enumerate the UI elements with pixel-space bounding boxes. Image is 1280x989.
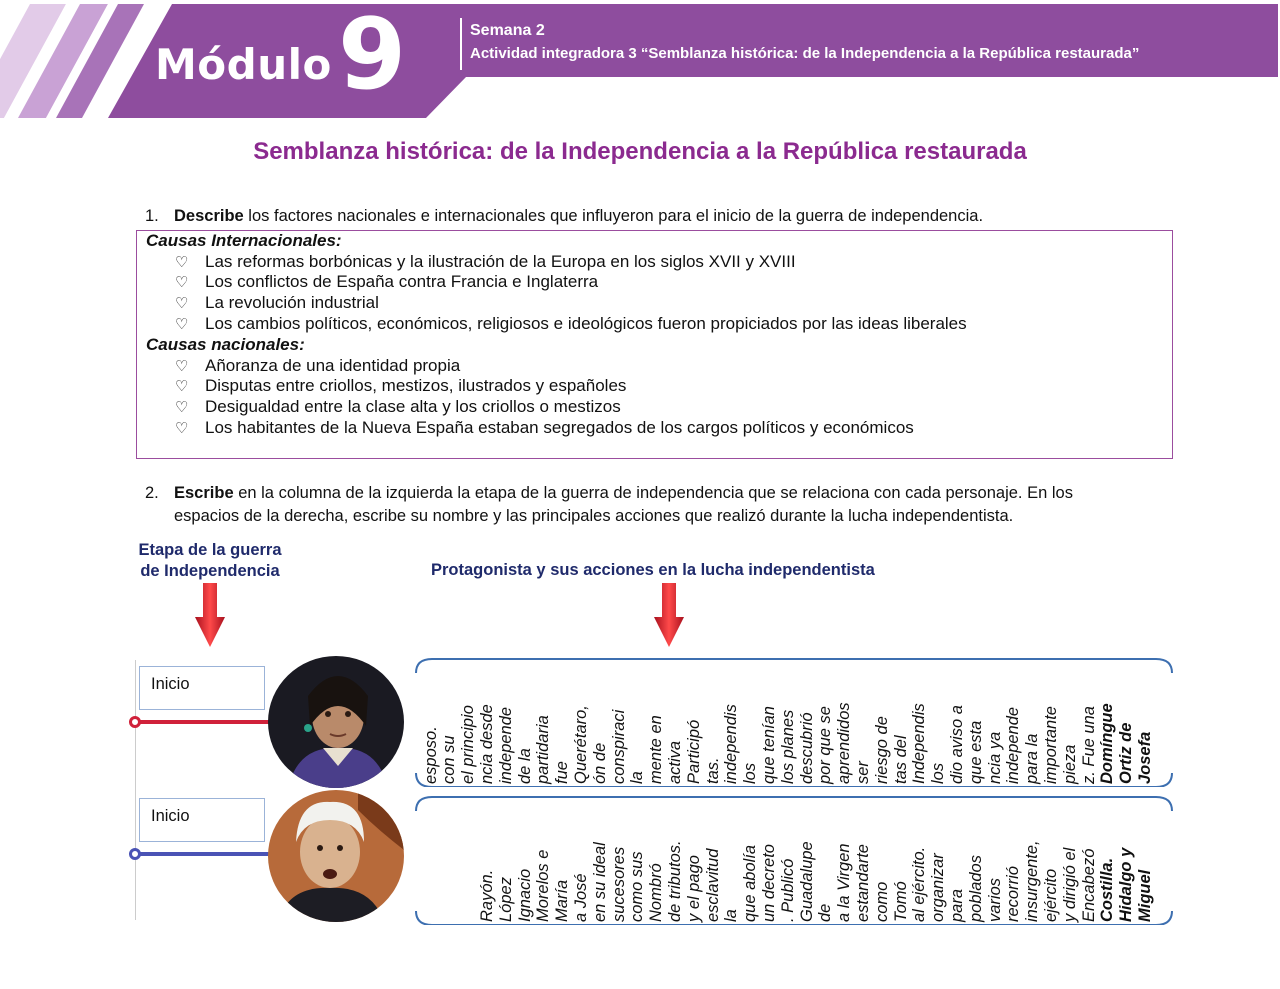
- question-text: [174, 205, 983, 228]
- heart-bullet-icon: ♡: [175, 399, 189, 416]
- protagonist-action-line: María: [553, 879, 572, 922]
- protagonist-name-line: Miguel: [1136, 869, 1154, 922]
- protagonist-action-line: esposo.: [421, 726, 440, 784]
- protagonist-action-line: varios: [985, 877, 1004, 922]
- heart-bullet-icon: ♡: [175, 274, 189, 291]
- heart-bullet-icon: ♡: [175, 420, 189, 437]
- protagonist-action-line: Independis: [910, 703, 929, 784]
- protagonist-action-line: mente en: [647, 715, 666, 784]
- protagonist-action-line: Encabezó: [1079, 848, 1098, 922]
- protagonist-action-line: con su: [440, 735, 459, 784]
- protagonist-action-line: independis: [722, 704, 741, 784]
- protagonist-action-line: pieza: [1060, 744, 1079, 784]
- cause-item: ♡ Disputas entre criollos, mestizos, ilustrados y españoles: [175, 376, 627, 395]
- portrait-josefa-ortiz: [268, 656, 404, 788]
- cause-item: ♡ Las reformas borbónicas y la ilustración de la Europa en los siglos XVII y XVIII: [175, 252, 796, 271]
- protagonist-action-line: esclavitud: [703, 848, 722, 922]
- protagonist-action-line: los planes: [778, 709, 797, 784]
- protagonist-action-line: un decreto: [760, 844, 778, 922]
- protagonist-action-line: importante: [1042, 706, 1060, 784]
- protagonist-action-line: a José: [572, 873, 590, 922]
- protagonist-action-line: de: [816, 903, 835, 922]
- cause-item: ♡ Añoranza de una identidad propia: [175, 356, 461, 375]
- protagonist-action-line: poblados: [966, 855, 985, 922]
- protagonist-action-line: ncia ya: [985, 731, 1004, 784]
- protagonist-action-line: Ignacio: [515, 868, 534, 922]
- protagonist-action-line: de tributos.: [666, 840, 684, 922]
- international-causes-heading: Causas Internacionales:: [146, 231, 342, 250]
- protagonist-action-line: los: [741, 762, 760, 784]
- protagonist-action-line: el principio: [459, 705, 478, 784]
- protagonist-action-line: Participó: [684, 719, 703, 784]
- protagonist-action-line: independe: [496, 706, 515, 784]
- question-verb: Describe: [174, 207, 244, 225]
- protagonist-column-heading: Protagonista y sus acciones en la lucha independentista: [431, 561, 875, 579]
- heart-bullet-icon: ♡: [175, 254, 189, 271]
- protagonist-action-line: riesgo de: [872, 716, 891, 784]
- cause-item: ♡ Los cambios políticos, económicos, religiosos e ideológicos fueron propiciados por las ideas liberales: [175, 314, 967, 333]
- protagonist-action-line: estandarte: [854, 844, 872, 922]
- protagonist-name-line: Hidalgo y: [1117, 847, 1136, 922]
- protagonist-action-line: ser: [854, 761, 872, 784]
- causes-answer-box[interactable]: [136, 230, 1173, 459]
- protagonist-action-line: Querétaro,: [572, 705, 590, 784]
- stage-input-2[interactable]: Inicio: [139, 798, 265, 842]
- protagonist-action-line: los: [929, 762, 948, 784]
- question-rest: los factores nacionales e internacionales que influyeron para el inicio de la guerra de independencia.: [243, 207, 984, 225]
- protagonist-action-line: Nombró: [647, 863, 666, 922]
- protagonist-name-line: Domíngue: [1098, 703, 1117, 784]
- timeline-connector-red: [136, 720, 276, 724]
- module-number: 9: [338, 0, 407, 112]
- protagonist-action-line: z. Fue una: [1079, 706, 1098, 784]
- protagonist-action-line: descubrió: [797, 712, 816, 784]
- portrait-miguel-hidalgo: [268, 790, 404, 922]
- cause-item: ♡ La revolución industrial: [175, 293, 379, 312]
- protagonist-action-line: organizar: [929, 853, 948, 922]
- question-text-line2: espacios de la derecha, escribe su nombre y las principales acciones que realizó durante la lucha independentista.: [174, 507, 1014, 525]
- protagonist-action-line: ón de: [590, 742, 609, 784]
- cause-item: ♡ Los conflictos de España contra Francia e Inglaterra: [175, 272, 599, 291]
- protagonist-action-line: aprendidos: [835, 702, 854, 784]
- protagonist-action-line: y dirigió el: [1060, 847, 1079, 922]
- protagonist-answer-2[interactable]: [414, 804, 1174, 924]
- protagonist-answer-1[interactable]: [414, 666, 1174, 786]
- question-number: 2.: [145, 484, 159, 502]
- protagonist-action-line: fue: [553, 761, 572, 784]
- protagonist-name-line: Josefa: [1136, 731, 1154, 784]
- protagonist-action-line: como: [872, 881, 891, 922]
- protagonist-action-line: conspiraci: [609, 709, 628, 784]
- module-label: Módulo: [155, 40, 332, 89]
- protagonist-action-line: que tenían: [760, 706, 778, 784]
- protagonist-action-line: al ejército.: [910, 846, 929, 922]
- protagonist-action-line: de la: [515, 748, 534, 784]
- protagonist-action-line: Guadalupe: [797, 841, 816, 922]
- protagonist-action-line: activa: [666, 740, 684, 784]
- down-arrow-icon: [195, 583, 225, 649]
- protagonist-name-line: Costilla.: [1098, 857, 1117, 922]
- protagonist-action-line: en su ideal: [590, 842, 609, 922]
- stage-input-1[interactable]: Inicio: [139, 666, 265, 710]
- protagonist-action-line: ncia desde: [478, 704, 496, 784]
- header-divider: [460, 18, 462, 70]
- protagonist-action-line: tas del: [891, 735, 910, 784]
- protagonist-action-line: partidaria: [534, 715, 553, 784]
- protagonist-action-line: Morelos e: [534, 849, 553, 922]
- heart-bullet-icon: ♡: [175, 378, 189, 395]
- week-label: Semana 2: [470, 22, 545, 39]
- protagonist-action-line: por que se: [816, 706, 835, 784]
- cause-item: ♡ Los habitantes de la Nueva España estaban segregados de los cargos políticos y económicos: [175, 418, 914, 437]
- module-banner: [0, 0, 1280, 122]
- protagonist-action-line: dio aviso a: [948, 705, 966, 784]
- protagonist-action-line: para la: [1023, 733, 1042, 784]
- timeline-connector-blue: [136, 852, 276, 856]
- protagonist-action-line: ejército: [1042, 868, 1060, 922]
- page-title: Semblanza histórica: de la Independencia a la República restaurada: [253, 138, 1027, 165]
- protagonist-action-line: recorrió: [1004, 866, 1023, 922]
- protagonist-action-line: tas.: [703, 757, 722, 784]
- stage-column-heading: Etapa de la guerra de Independencia: [138, 541, 282, 580]
- protagonist-action-line: la: [628, 771, 647, 784]
- protagonist-action-line: y el pago: [684, 855, 703, 922]
- timeline-line: [135, 660, 136, 920]
- question-text-line1: Escribe en la columna de la izquierda la etapa de la guerra de independencia que se relaciona con cada personaje. En los: [174, 484, 1073, 502]
- down-arrow-icon: [654, 583, 684, 649]
- timeline-dot-blue: [129, 848, 141, 860]
- heart-bullet-icon: ♡: [175, 358, 189, 375]
- protagonist-action-line: independe: [1004, 706, 1023, 784]
- heart-bullet-icon: ♡: [175, 295, 189, 312]
- question-number: 1.: [145, 207, 159, 225]
- protagonist-action-line: como sus: [628, 851, 647, 922]
- protagonist-action-line: para: [948, 888, 966, 922]
- cause-item: ♡ Desigualdad entre la clase alta y los criollos o mestizos: [175, 397, 621, 416]
- protagonist-action-line: a la Virgen: [835, 843, 854, 922]
- protagonist-action-line: . Publicó: [778, 858, 797, 922]
- protagonist-action-line: Tomó: [891, 881, 910, 922]
- protagonist-action-line: la: [722, 909, 741, 922]
- heart-bullet-icon: ♡: [175, 316, 189, 333]
- protagonist-name-line: Ortiz de: [1117, 722, 1136, 784]
- question-verb: Escribe: [174, 484, 234, 502]
- protagonist-action-line: insurgente,: [1023, 840, 1042, 922]
- protagonist-action-line: que abolía: [741, 844, 760, 922]
- timeline-dot-red: [129, 716, 141, 728]
- protagonist-action-line: Rayón.: [478, 869, 496, 922]
- activity-label: Actividad integradora 3 “Semblanza histórica: de la Independencia a la República restaurada”: [470, 45, 1140, 62]
- national-causes-heading: Causas nacionales:: [146, 335, 305, 354]
- protagonist-action-line: López: [496, 877, 515, 922]
- protagonist-action-line: sucesores: [609, 846, 628, 922]
- protagonist-action-line: que esta: [966, 720, 985, 784]
